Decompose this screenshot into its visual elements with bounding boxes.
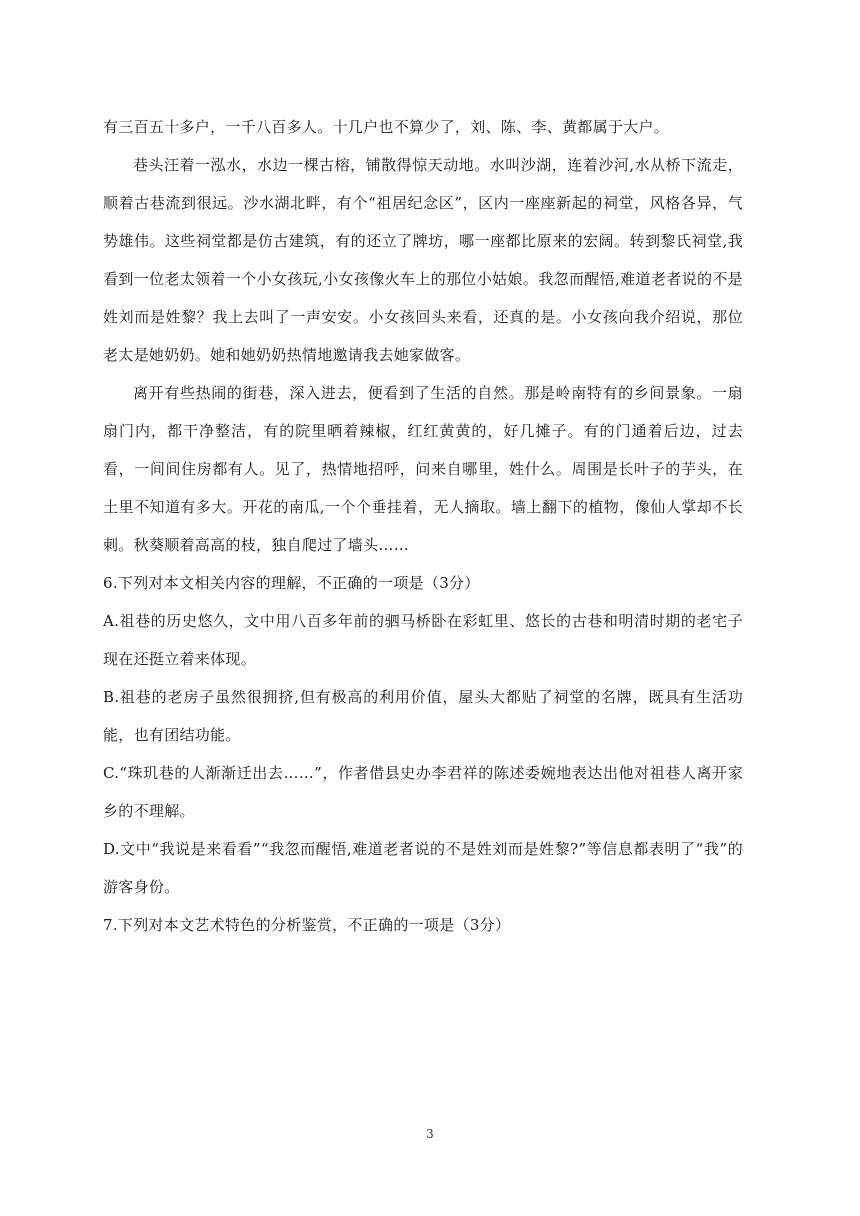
paragraph-2: 巷头汪着一泓水，水边一棵古榕，铺散得惊天动地。水叫沙湖，连着沙河,水从桥下流走，顺着古巷流到很远。沙水湖北畔，有个“祖居纪念区”，区内一座座新起的祠堂，风格各异，气势雄伟。这些祠堂都是仿古建筑，有的还立了牌坊，哪一座都比原来的宏阔。转到黎氏祠堂,我看到一位老太领着一个小女孩玩,小女孩像火车上的那位小姑娘。我忽而醒悟,难道老者说的不是姓刘而是姓黎？我上去叫了一声安安。小女孩回头来看，还真的是。小女孩向我介绍说，那位老太是她奶奶。她和她奶奶热情地邀请我去她家做客。 [103, 156, 743, 364]
question-6-option-a: A.祖巷的历史悠久，文中用八百多年前的驷马桥卧在彩虹里、悠长的古巷和明清时期的老宅子现在还挺立着来体现。 [103, 612, 743, 668]
question-6-option-d: D.文中“我说是来看看”“我忽而醒悟,难道老者说的不是姓刘而是姓黎?”等信息都表明了“我”的游客身份。 [103, 840, 743, 896]
question-6-option-b: B.祖巷的老房子虽然很拥挤,但有极高的利用价值，屋头大都贴了祠堂的名牌，既具有生活功能，也有团结功能。 [103, 688, 743, 744]
page-number: 3 [426, 1127, 434, 1141]
question-7-stem: 7.下列对本文艺术特色的分析鉴赏，不正确的一项是（3分） [103, 916, 511, 934]
paragraph-1: 有三百五十多户，一千八百多人。十几户也不算少了，刘、陈、李、黄都属于大户。 [103, 118, 670, 136]
paragraph-3: 离开有些热闹的街巷，深入进去，便看到了生活的自然。那是岭南特有的乡间景象。一扇扇门内，都干净整洁，有的院里晒着辣椒，红红黄黄的，好几摊子。有的门通着后边，过去看，一间间住房都有人。见了，热情地招呼，问来自哪里，姓什么。周围是长叶子的芋头，在土里不知道有多大。开花的南瓜,一个个垂挂着，无人摘取。墙上翻下的植物，像仙人掌却不长刺。秋葵顺着高高的枝，独自爬过了墙头…… [103, 384, 743, 554]
question-6-stem: 6.下列对本文相关内容的理解，不正确的一项是（3分） [103, 574, 480, 592]
document-body [103, 108, 743, 944]
question-6-option-c: C.“珠玑巷的人渐渐迁出去……”，作者借县史办李君祥的陈述委婉地表达出他对祖巷人离开家乡的不理解。 [103, 764, 743, 820]
